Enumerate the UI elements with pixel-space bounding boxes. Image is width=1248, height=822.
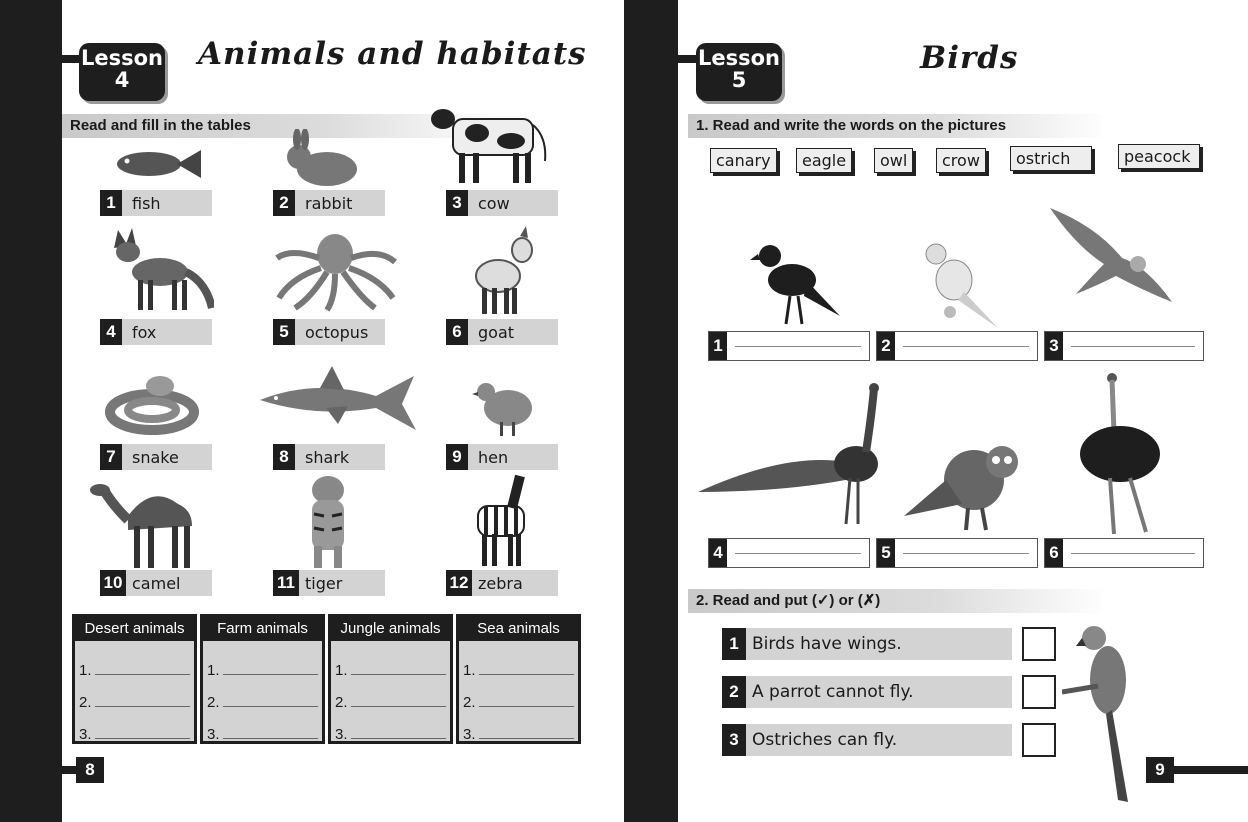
word-bank-item: crow (936, 148, 986, 173)
answer-line-1[interactable] (708, 331, 870, 361)
animal-name: zebra (478, 573, 523, 593)
goat-image (460, 224, 544, 316)
number-badge: 3 (1045, 332, 1063, 360)
habitat-table-desert (72, 614, 197, 744)
checkbox-3[interactable] (1022, 723, 1056, 757)
gutter-bar (624, 0, 678, 822)
animal-label-3 (446, 190, 558, 216)
number-badge: 10 (100, 570, 126, 596)
shark-image (256, 364, 418, 440)
number-badge: 2 (273, 190, 295, 216)
animal-label-7 (100, 444, 212, 470)
number-badge: 3 (446, 190, 468, 216)
number-badge: 1 (709, 332, 727, 360)
word-bank-item: ostrich (1010, 146, 1092, 171)
checkbox-1[interactable] (1022, 627, 1056, 661)
answer-line-5[interactable] (876, 538, 1038, 568)
table-row[interactable]: 1. (79, 647, 190, 679)
animal-name: shark (305, 447, 350, 467)
animal-name: cow (478, 193, 510, 213)
number-badge: 1 (722, 628, 746, 660)
animal-name: rabbit (305, 193, 353, 213)
animal-name: goat (478, 322, 515, 342)
zebra-image (468, 470, 534, 570)
number-badge: 2 (877, 332, 895, 360)
statement-text: A parrot cannot fly. (752, 682, 914, 702)
table-row[interactable]: 1. (463, 647, 574, 679)
canary-image (918, 240, 1002, 328)
animal-name: fox (132, 322, 157, 342)
lesson-number: 4 (114, 68, 130, 92)
number-badge: 1 (100, 190, 122, 216)
camel-image (88, 476, 208, 572)
statement-2 (722, 676, 1012, 708)
rabbit-image (270, 128, 370, 190)
page-title: Animals and habitats (198, 36, 587, 72)
fox-image (110, 222, 214, 314)
table-row[interactable]: 3. (463, 711, 574, 743)
page-number-left: 8 (76, 757, 104, 783)
word-bank-item: eagle (796, 148, 852, 173)
animal-label-4 (100, 319, 212, 345)
animal-label-1 (100, 190, 212, 216)
animal-name: hen (478, 447, 509, 467)
parrot-image (1062, 624, 1154, 804)
animal-label-12 (446, 570, 558, 596)
statement-3 (722, 724, 1012, 756)
number-badge: 12 (446, 570, 472, 596)
animal-label-11 (273, 570, 385, 596)
right-lesson-tab-bar (678, 55, 696, 63)
eagle-image (1046, 206, 1174, 306)
animal-label-9 (446, 444, 558, 470)
table-row[interactable]: 2. (335, 679, 446, 711)
table-row[interactable]: 2. (207, 679, 318, 711)
lesson-badge (696, 43, 782, 101)
habitat-table-sea (456, 614, 581, 744)
table-header: Desert animals (84, 620, 185, 637)
number-badge: 4 (709, 539, 727, 567)
animal-label-5 (273, 319, 385, 345)
number-badge: 11 (273, 570, 299, 596)
table-row[interactable]: 1. (207, 647, 318, 679)
table-row[interactable]: 2. (463, 679, 574, 711)
animal-name: snake (132, 447, 179, 467)
table-header: Sea animals (477, 620, 560, 637)
animal-label-10 (100, 570, 212, 596)
snake-image (104, 372, 200, 436)
lesson-label: Lesson (697, 46, 780, 70)
page-number-right: 9 (1146, 757, 1174, 783)
number-badge: 6 (446, 319, 468, 345)
checkbox-2[interactable] (1022, 675, 1056, 709)
page-number-tab-left (62, 766, 78, 774)
hen-image (470, 374, 542, 438)
number-badge: 3 (722, 724, 746, 756)
word-bank-item: peacock (1118, 144, 1200, 169)
instruction-bar: 2. Read and put (✓) or (✗) (688, 589, 1108, 613)
tiger-image (300, 470, 356, 570)
lesson-number: 5 (731, 68, 747, 92)
number-badge: 4 (100, 319, 122, 345)
answer-line-3[interactable] (1044, 331, 1204, 361)
statement-1 (722, 628, 1012, 660)
page-title: Birds (920, 40, 1019, 76)
number-badge: 7 (100, 444, 122, 470)
lesson-label: Lesson (80, 46, 163, 70)
cow-image (428, 96, 556, 188)
statement-text: Birds have wings. (752, 634, 902, 654)
page-number-tab-right (1172, 766, 1248, 774)
answer-line-2[interactable] (876, 331, 1038, 361)
animal-label-2 (273, 190, 385, 216)
animal-label-6 (446, 319, 558, 345)
number-badge: 8 (273, 444, 295, 470)
animal-name: camel (132, 573, 181, 593)
statement-text: Ostriches can fly. (752, 730, 898, 750)
table-row[interactable]: 3. (207, 711, 318, 743)
table-row[interactable]: 3. (335, 711, 446, 743)
number-badge: 2 (722, 676, 746, 708)
word-bank-item: owl (874, 148, 913, 173)
owl-image (902, 440, 1022, 532)
left-lesson-tab-bar (62, 55, 80, 63)
table-header: Farm animals (217, 620, 308, 637)
table-row[interactable]: 3. (79, 711, 190, 743)
number-badge: 9 (446, 444, 468, 470)
table-row[interactable]: 2. (79, 679, 190, 711)
animal-name: octopus (305, 322, 369, 342)
number-badge: 5 (273, 319, 295, 345)
fish-image (100, 140, 210, 186)
peacock-image (696, 382, 884, 528)
table-row[interactable]: 1. (335, 647, 446, 679)
instruction-bar: 1. Read and write the words on the pictures (688, 114, 1108, 138)
left-page-spine-bar (0, 0, 62, 822)
word-bank-item: canary (710, 148, 777, 173)
number-badge: 5 (877, 539, 895, 567)
answer-line-6[interactable] (1044, 538, 1204, 568)
octopus-image (270, 228, 402, 312)
animal-label-8 (273, 444, 385, 470)
habitat-table-farm (200, 614, 325, 744)
crow-image (750, 240, 842, 328)
ostrich-image (1076, 372, 1166, 536)
lesson-badge (79, 43, 165, 101)
animal-name: tiger (305, 573, 343, 593)
answer-line-4[interactable] (708, 538, 870, 568)
animal-name: fish (132, 193, 161, 213)
number-badge: 6 (1045, 539, 1063, 567)
table-header: Jungle animals (340, 620, 441, 637)
instruction-bar: Read and fill in the tables (62, 114, 502, 138)
habitat-table-jungle (328, 614, 453, 744)
